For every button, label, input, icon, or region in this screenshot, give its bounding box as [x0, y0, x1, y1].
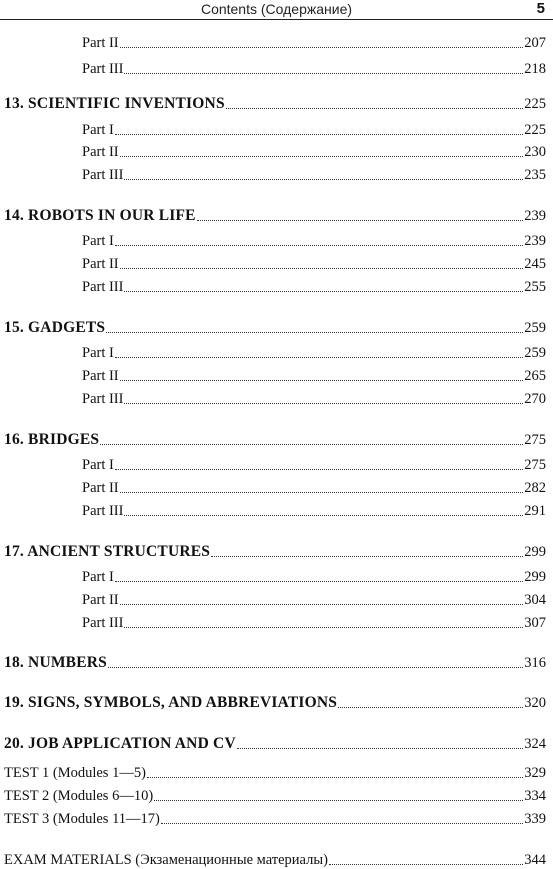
toc-part-row [0, 566, 553, 586]
toc-part-row [0, 454, 553, 474]
toc-entry-label: Part II [82, 256, 119, 272]
toc-entry-page: 307 [524, 615, 546, 631]
toc-entry-page: 344 [524, 852, 546, 868]
dot-leader [115, 245, 523, 246]
dot-leader [120, 380, 524, 381]
toc-entry-label: Part I [82, 345, 114, 361]
dot-leader [120, 492, 524, 493]
toc-entry-page: 299 [524, 544, 546, 560]
toc-entry-label: 14. ROBOTS IN OUR LIFE [4, 207, 196, 224]
dot-leader [147, 777, 523, 778]
toc-entry-page: 339 [524, 811, 546, 827]
toc-section-row [0, 733, 553, 753]
dot-leader [120, 47, 524, 48]
toc-entry-label: Part III [82, 503, 124, 519]
toc-part-row [0, 477, 553, 497]
toc-entry-page: 259 [524, 320, 546, 336]
toc-part-row [0, 253, 553, 273]
toc-entry-page: 225 [524, 96, 546, 112]
toc-part-row [0, 500, 553, 520]
dot-leader [124, 515, 523, 516]
toc-entry-label: TEST 2 (Modules 6—10) [4, 788, 154, 804]
toc-part-row [0, 32, 553, 52]
toc-entry-page: 239 [524, 208, 546, 224]
toc-entry-page: 275 [524, 457, 546, 473]
toc-entry-label: TEST 1 (Modules 1—5) [4, 765, 146, 781]
toc-entry-label: 20. JOB APPLICATION AND CV [4, 735, 236, 752]
toc-entry-page: 329 [524, 765, 546, 781]
toc-part-row [0, 365, 553, 385]
toc-entry-page: 259 [524, 345, 546, 361]
dot-leader [115, 469, 523, 470]
toc-entry-label: Part I [82, 122, 114, 138]
toc-entry-page: 239 [524, 233, 546, 249]
dot-leader [211, 556, 523, 557]
toc-entry-row [0, 762, 553, 782]
toc-entry-label: Part III [82, 391, 124, 407]
toc-part-row [0, 276, 553, 296]
page-number: 5 [536, 0, 545, 17]
dot-leader [120, 156, 524, 157]
dot-leader [115, 134, 523, 135]
toc-section-row [0, 205, 553, 225]
toc-section-row [0, 93, 553, 113]
toc-entry-page: 299 [524, 569, 546, 585]
toc-entry-label: 19. SIGNS, SYMBOLS, AND ABBREVIATIONS [4, 694, 338, 711]
toc-entry-page: 255 [524, 279, 546, 295]
dot-leader [115, 581, 523, 582]
toc-entry-label: Part II [82, 480, 119, 496]
toc-entry-page: 235 [524, 167, 546, 183]
dot-leader [120, 268, 524, 269]
toc-entry-label: Part II [82, 144, 119, 160]
toc-part-row [0, 230, 553, 250]
toc-entry-row [0, 785, 553, 805]
toc-entry-label: 13. SCIENTIFIC INVENTIONS [4, 95, 225, 112]
toc-entry-row [0, 849, 553, 869]
toc-entry-page: 207 [524, 35, 546, 51]
toc-entry-label: Part I [82, 233, 114, 249]
toc-entry-label: 17. ANCIENT STRUCTURES [4, 543, 211, 560]
toc-part-row [0, 119, 553, 139]
dot-leader [197, 220, 524, 221]
toc-entry-label: Part I [82, 457, 114, 473]
dot-leader [237, 748, 523, 749]
toc-section-row [0, 317, 553, 337]
toc-entry-page: 225 [524, 122, 546, 138]
dot-leader [329, 864, 523, 865]
dot-leader [161, 823, 523, 824]
toc-part-row [0, 388, 553, 408]
toc-entry-label: 15. GADGETS [4, 319, 106, 336]
dot-leader [338, 707, 523, 708]
toc-entry-page: 270 [524, 391, 546, 407]
toc-entry-page: 291 [524, 503, 546, 519]
toc-entry-page: 304 [524, 592, 546, 608]
toc-entry-page: 275 [524, 432, 546, 448]
toc-entry-label: Part I [82, 569, 114, 585]
dot-leader [124, 73, 523, 74]
toc-part-row [0, 164, 553, 184]
dot-leader [124, 291, 523, 292]
toc-entry-label: Part II [82, 35, 119, 51]
dot-leader [124, 627, 523, 628]
dot-leader [120, 604, 524, 605]
toc-section-row [0, 429, 553, 449]
toc-entry-page: 324 [524, 736, 546, 752]
toc-section-row [0, 692, 553, 712]
toc-entry-label: 16. BRIDGES [4, 431, 100, 448]
toc-entry-page: 282 [524, 480, 546, 496]
toc-entry-page: 230 [524, 144, 546, 160]
toc-part-row [0, 141, 553, 161]
toc-entry-label: Part II [82, 592, 119, 608]
dot-leader [124, 403, 523, 404]
toc-part-row [0, 589, 553, 609]
toc-part-row [0, 58, 553, 78]
toc-section-row [0, 652, 553, 672]
dot-leader [100, 444, 523, 445]
dot-leader [108, 667, 523, 668]
toc-entry-label: Part III [82, 61, 124, 77]
dot-leader [154, 800, 523, 801]
toc-part-row [0, 612, 553, 632]
toc-entry-label: TEST 3 (Modules 11—17) [4, 811, 160, 827]
dot-leader [115, 357, 523, 358]
toc-entry-page: 245 [524, 256, 546, 272]
toc-entry-label: 18. NUMBERS [4, 654, 107, 671]
toc-entry-label: EXAM MATERIALS (Экзаменационные материалы) [4, 852, 328, 868]
dot-leader [106, 332, 523, 333]
toc-entry-page: 320 [524, 695, 546, 711]
toc-entry-label: Part III [82, 615, 124, 631]
toc-entry-label: Part III [82, 167, 124, 183]
dot-leader [124, 179, 523, 180]
toc-entry-page: 265 [524, 368, 546, 384]
dot-leader [226, 108, 523, 109]
toc-entry-label: Part II [82, 368, 119, 384]
toc-entry-label: Part III [82, 279, 124, 295]
toc-entry-row [0, 808, 553, 828]
toc-part-row [0, 342, 553, 362]
running-title: Contents (Содержание) [200, 1, 353, 17]
toc-section-row [0, 541, 553, 561]
toc-entry-page: 316 [524, 655, 546, 671]
toc-entry-page: 334 [524, 788, 546, 804]
toc-entry-page: 218 [524, 61, 546, 77]
